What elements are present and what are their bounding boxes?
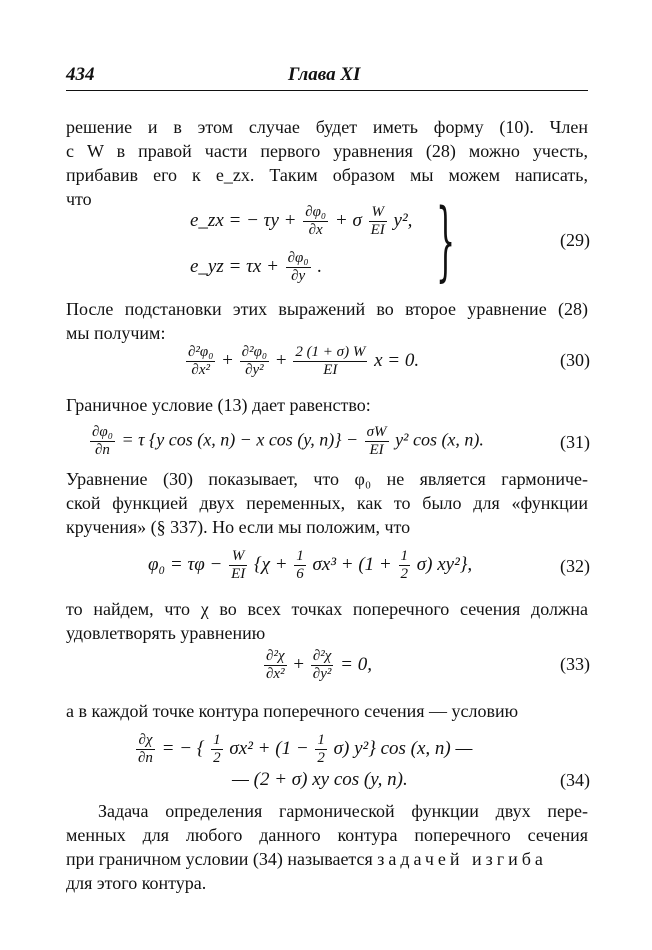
emphasis-term: задачей изгиба — [377, 849, 547, 869]
equation-31: $\frac{\text{∂φ₀}}{\partial n}$ = τ {y cos (x, n) − x cos (y, n)} − $\frac{\sigma W}{EI}$ y² cos (x, n). — [92, 424, 484, 458]
paragraph-line: для этого контура. — [66, 873, 207, 893]
equation-number: (33) — [560, 654, 590, 674]
equation-34a: $\frac{\partial\chi}{\partial n}$ = − { $\frac{1}{2}$ σx² + (1 − $\frac{1}{2}$ σ) y²} cos (x, n) — — [138, 732, 473, 766]
paragraph-line: с W в правой части первого уравнения (28) можно учесть, — [66, 141, 588, 161]
equation-34b: — (2 + σ) xy cos (y, n). — [232, 769, 408, 790]
equation-32: φ₀ = τφ − $\frac{W}{EI}$ {χ + $\frac{1}{6}$ σx³ + (1 + $\frac{1}{2}$ σ) xy²}, — [148, 548, 473, 582]
paragraph-line: удовлетворять уравнению — [66, 623, 266, 643]
equation-number: (29) — [560, 230, 590, 250]
paragraph-line: прибавив его к e_zx. Таким образом мы можем написать, — [66, 165, 588, 185]
equation-number: (30) — [560, 350, 590, 370]
chapter-title: Глава XI — [288, 64, 361, 85]
page-header — [66, 64, 588, 90]
equation-29a: e_zx = − τy + $\frac{\text{∂φ₀}}{\partial x}$ + σ $\frac{W}{EI}$ y², — [190, 204, 413, 238]
paragraph-line: что — [66, 189, 92, 209]
paragraph-line: ской функцией двух переменных, как то было для «функции — [66, 493, 588, 513]
equation-30: $\frac{\text{∂²φ₀}}{\text{∂x²}}$ + $\frac{\text{∂²φ₀}}{\text{∂y²}}$ + $\frac{2 (1 + \sigma) W}{EI}$ x = 0. — [188, 344, 420, 378]
equation-29b: e_yz = τx + $\frac{\text{∂φ₀}}{\partial y}$ . — [190, 250, 323, 284]
paragraph-line: решение и в этом случае будет иметь форму (10). Член — [66, 117, 588, 137]
paragraph-line: менных для любого данного контура поперечного сечения — [66, 825, 588, 845]
paragraph-line: Задача определения гармонической функции двух пере- — [98, 801, 588, 821]
paragraph-line: то найдем, что χ во всех точках поперечного сечения должна — [66, 599, 588, 619]
equation-33: $\frac{\text{∂²χ}}{\text{∂x²}}$ + $\frac{\text{∂²χ}}{\text{∂y²}}$ = 0, — [266, 648, 372, 682]
equation-number: (31) — [560, 432, 590, 452]
paragraph-line: Граничное условие (13) дает равенство: — [66, 395, 371, 415]
paragraph-line: а в каждой точке контура поперечного сечения — условию — [66, 701, 519, 721]
paragraph-line: Уравнение (30) показывает, что φ₀ не является гармониче- — [66, 469, 588, 489]
equation-number: (34) — [560, 770, 590, 790]
header-rule — [66, 90, 588, 91]
paragraph-line: После подстановки этих выражений во второе уравнение (28) — [66, 299, 588, 319]
paragraph-line: кручения» (§ 337). Но если мы положим, что — [66, 517, 411, 537]
equation-number: (32) — [560, 556, 590, 576]
paragraph-line: при граничном условии (34) называется задачей изгиба — [66, 849, 547, 869]
right-brace: } — [436, 191, 456, 291]
page-number: 434 — [66, 64, 95, 85]
paragraph-line: мы получим: — [66, 323, 166, 343]
